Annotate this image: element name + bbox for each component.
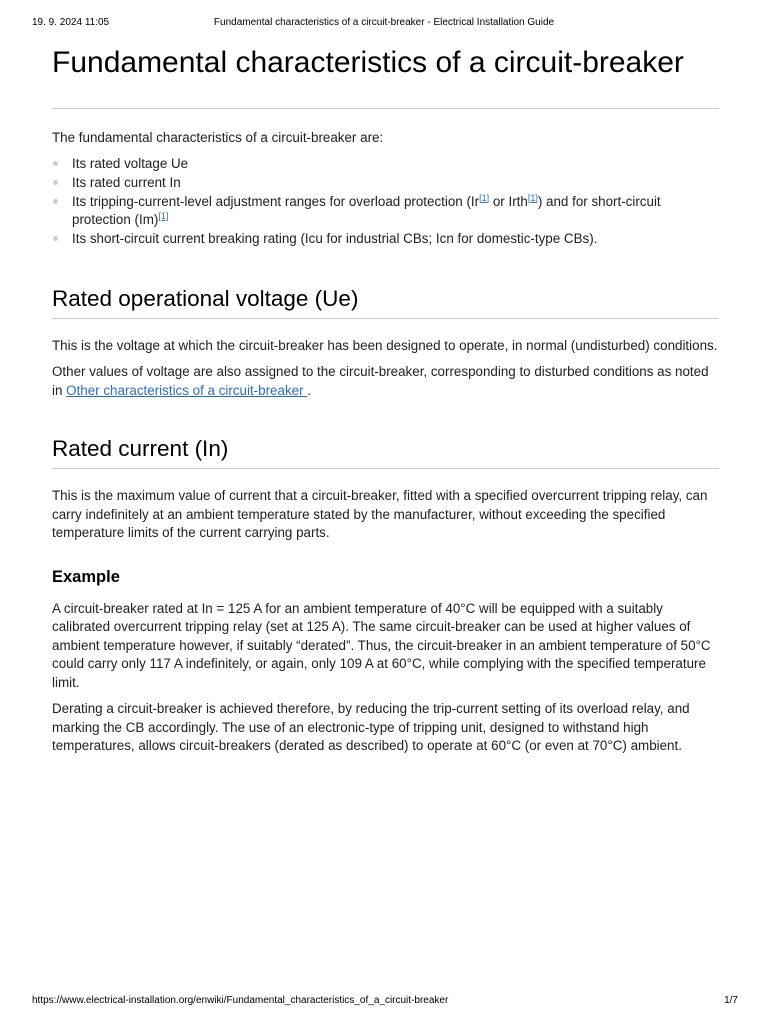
bullet-icon <box>53 236 58 241</box>
paragraph: This is the maximum value of current that a circuit-breaker, fitted with a specified overcurrent tripping relay, can carry indefinitely at an ambient temperature stated by the manufacturer, without exceeding the specified temperature limits of the current carrying parts. <box>52 488 708 540</box>
article-content <box>52 44 719 756</box>
footnote-ref[interactable] <box>158 211 168 221</box>
footnote-ref[interactable] <box>528 193 538 203</box>
footnote-link[interactable]: [1] <box>527 192 538 203</box>
list-item <box>52 230 719 249</box>
paragraph-text: Other values of voltage are also assigned to the circuit-breaker, corresponding to disturbed conditions as noted in <box>52 364 709 398</box>
intro-paragraph: The fundamental characteristics of a circuit-breaker are: <box>52 130 384 145</box>
paragraph: A circuit-breaker rated at In = 125 A for an ambient temperature of 40°C will be equipped with a suitably calibrated overcurrent tripping relay (set at 125 A). The same circuit-breaker can be used at higher values of ambient temperature however, if suitably “derated”. Thus, the circuit-breaker in an ambient temperature of 50°C could carry only 117 A indefinitely, or again, only 109 A at 60°C, while complying with the specified temperature limit. <box>52 600 711 690</box>
footnote-link[interactable]: [1] <box>158 211 169 221</box>
list-item-text: Its rated current In <box>72 174 181 190</box>
list-item <box>52 174 719 193</box>
list-item <box>52 155 719 174</box>
list-item-text: Its rated voltage Ue <box>72 155 189 171</box>
bullet-icon <box>53 180 58 185</box>
list-item <box>52 193 719 230</box>
list-item-text: Its tripping-current-level adjustment ranges for overload protection (Ir <box>72 193 480 209</box>
paragraph: This is the voltage at which the circuit-breaker has been designed to operate, in normal (undisturbed) conditions. <box>52 337 718 353</box>
paragraph-text: . <box>307 382 312 398</box>
bullet-icon <box>53 161 58 166</box>
list-item-text: or Irth <box>489 193 528 209</box>
subsection-heading-example: Example <box>52 567 120 586</box>
section-heading-rated-current: Rated current (In) <box>52 435 719 469</box>
print-header <box>0 17 768 31</box>
section-heading-rated-voltage: Rated operational voltage (Ue) <box>52 285 719 319</box>
page-title: Fundamental characteristics of a circuit-breaker <box>52 44 719 109</box>
characteristics-list <box>52 155 719 249</box>
print-url: https://www.electrical-installation.org/enwiki/Fundamental_characteristics_of_a_circuit-breaker <box>32 995 449 1006</box>
print-document-title: Fundamental characteristics of a circuit-breaker - Electrical Installation Guide <box>213 17 555 28</box>
footnote-ref[interactable] <box>479 193 489 203</box>
footnote-link[interactable]: [1] <box>479 192 490 203</box>
bullet-icon <box>53 199 58 204</box>
paragraph: Derating a circuit-breaker is achieved therefore, by reducing the trip-current setting of its overload relay, and marking the CB accordingly. The use of an electronic-type of tripping unit, designed to withstand high temperatures, allows circuit-breakers (derated as described) to operate at 60°C (or even at 70°C) ambient. <box>52 701 690 753</box>
list-item-text: ) and for short-circuit protection (Im) <box>72 193 661 227</box>
print-datetime: 19. 9. 2024 11:05 <box>32 17 110 28</box>
list-item-text: Its short-circuit current breaking rating (Icu for industrial CBs; Icn for domestic-type CBs). <box>72 231 598 246</box>
print-footer <box>0 995 768 1009</box>
page-number: 1/7 <box>724 995 738 1006</box>
paragraph <box>52 363 719 400</box>
other-characteristics-link[interactable]: Other characteristics of a circuit-breaker <box>66 382 308 398</box>
